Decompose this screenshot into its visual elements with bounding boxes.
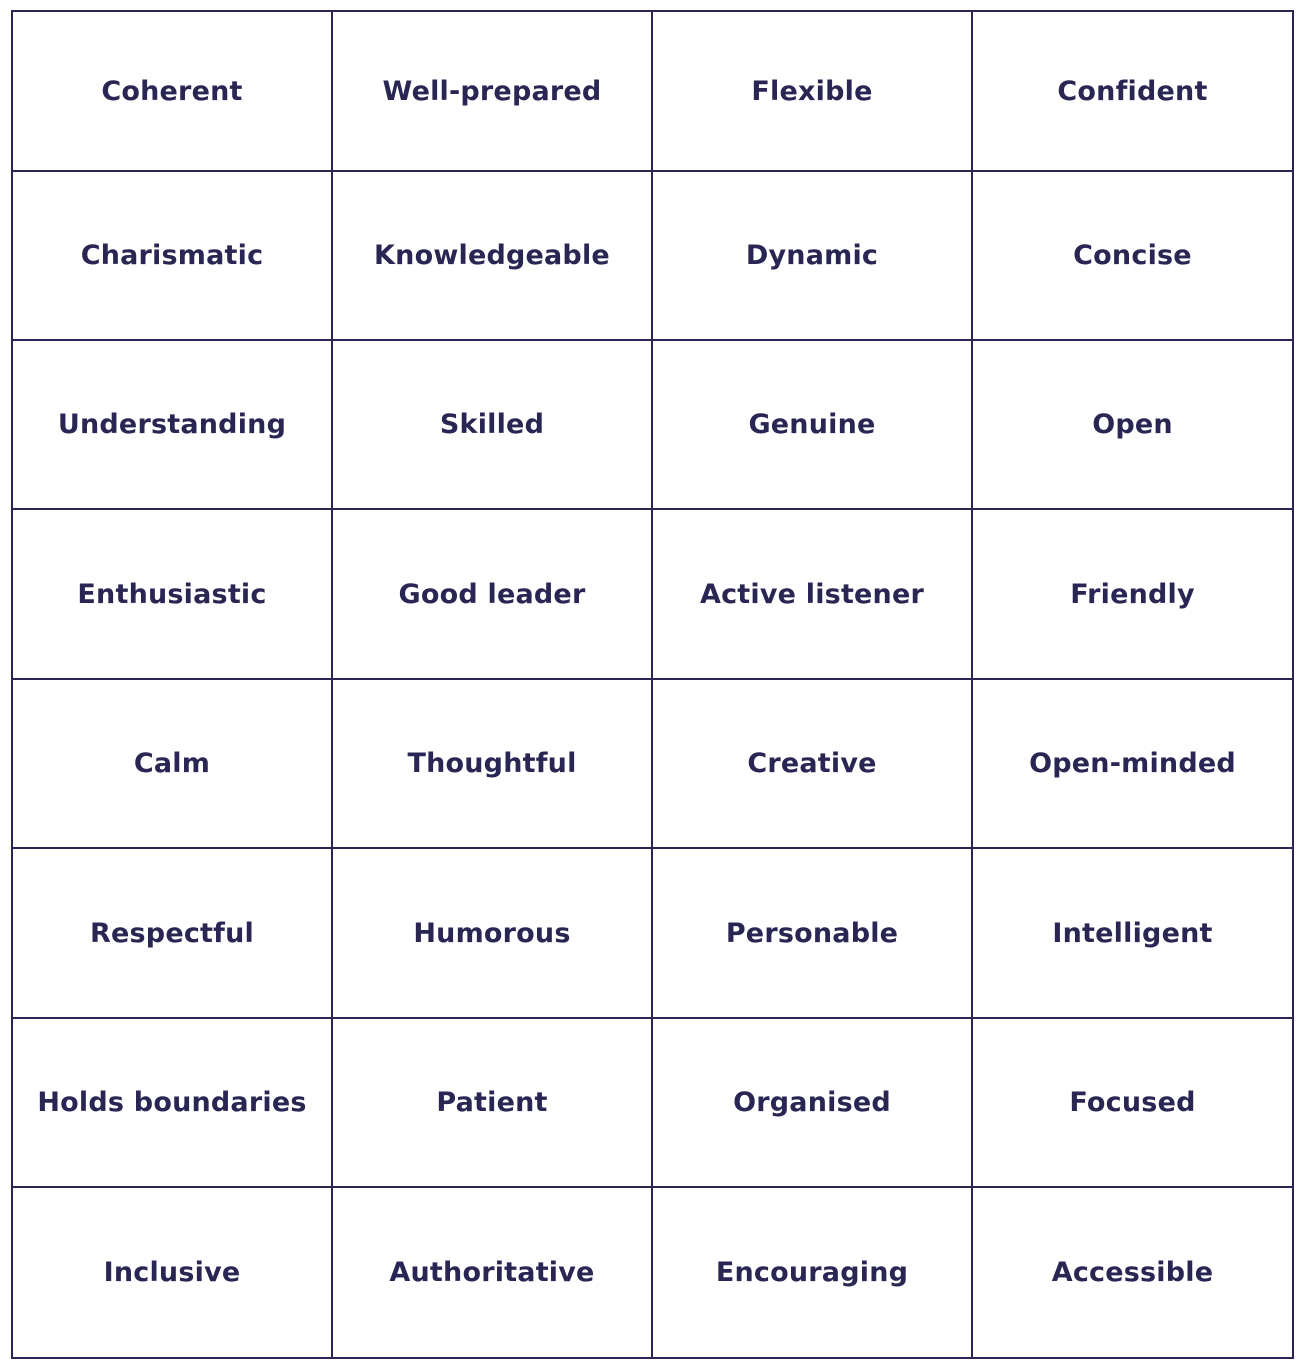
grid-cell: Dynamic	[653, 172, 973, 341]
grid-cell: Personable	[653, 849, 973, 1019]
grid-cell: Thoughtful	[333, 680, 653, 849]
grid-cell: Coherent	[13, 12, 333, 172]
grid-cell: Focused	[973, 1019, 1292, 1188]
grid-cell: Humorous	[333, 849, 653, 1019]
grid-cell: Organised	[653, 1019, 973, 1188]
grid-cell: Flexible	[653, 12, 973, 172]
grid-cell: Open	[973, 341, 1292, 510]
qualities-grid	[11, 10, 1294, 1359]
grid-cell: Calm	[13, 680, 333, 849]
grid-cell: Concise	[973, 172, 1292, 341]
grid-cell: Understanding	[13, 341, 333, 510]
grid-cell: Charismatic	[13, 172, 333, 341]
grid-cell: Good leader	[333, 510, 653, 680]
grid-cell: Knowledgeable	[333, 172, 653, 341]
grid-cell: Confident	[973, 12, 1292, 172]
grid-cell: Creative	[653, 680, 973, 849]
grid-cell: Skilled	[333, 341, 653, 510]
grid-cell: Well-prepared	[333, 12, 653, 172]
grid-cell: Enthusiastic	[13, 510, 333, 680]
grid-cell: Accessible	[1051, 1257, 1214, 1288]
grid-cell: Intelligent	[973, 849, 1292, 1019]
grid-cell: Friendly	[973, 510, 1292, 680]
grid-cell: Respectful	[13, 849, 333, 1019]
grid-cell: Inclusive	[13, 1188, 333, 1357]
grid-cell: Encouraging	[653, 1188, 973, 1357]
grid-cell: Open-minded	[973, 680, 1292, 849]
grid-cell: Patient	[333, 1019, 653, 1188]
grid-cell: Holds boundaries	[13, 1019, 333, 1188]
grid-cell: Authoritative	[333, 1188, 653, 1357]
grid-cell: Genuine	[653, 341, 973, 510]
grid-cell: Active listener	[653, 510, 973, 680]
